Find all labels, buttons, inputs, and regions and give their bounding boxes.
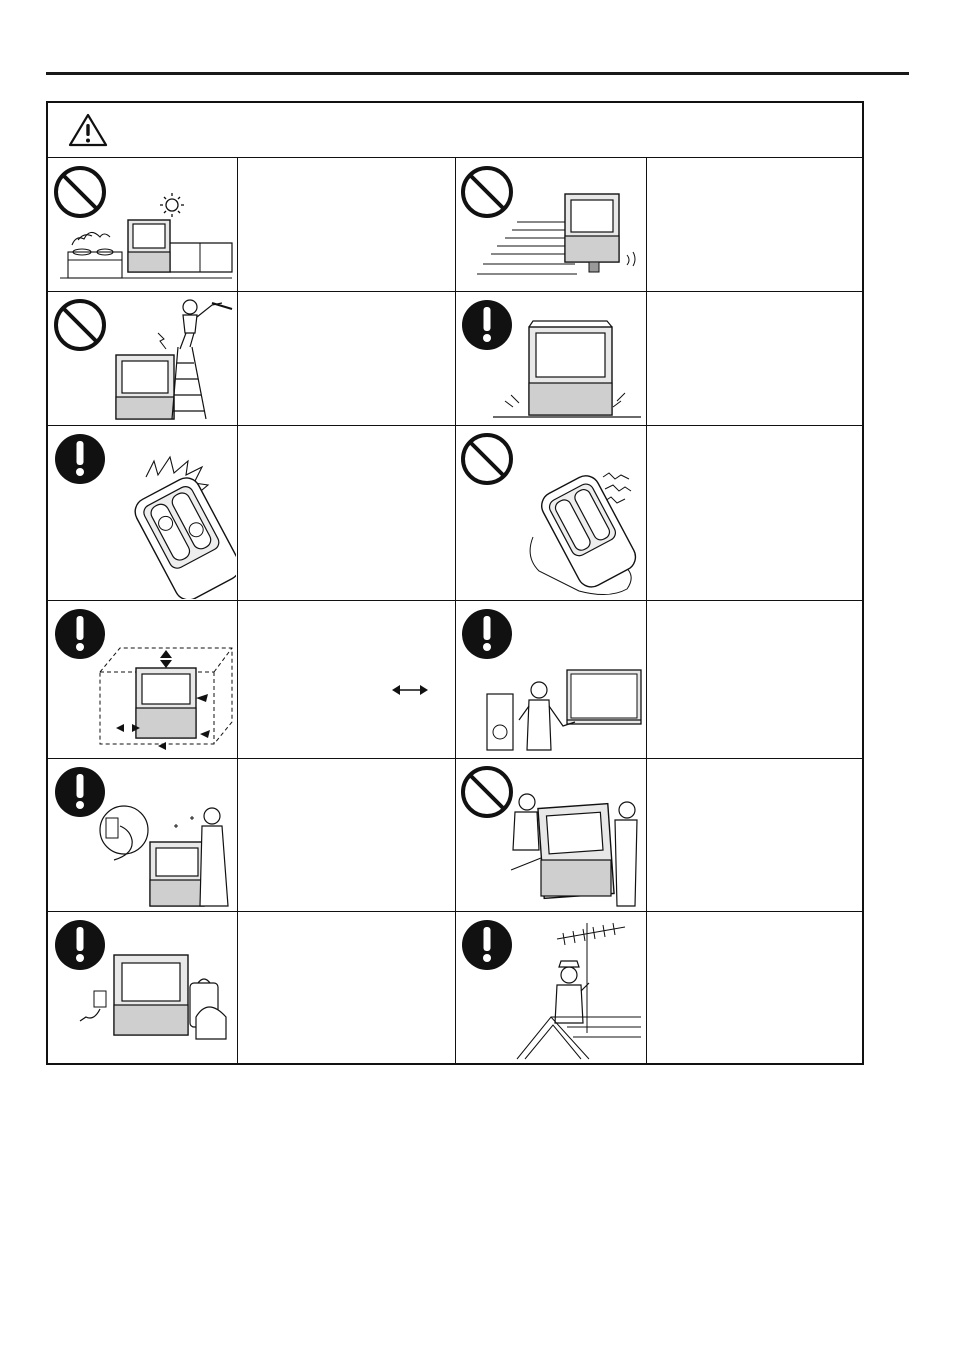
child-figure <box>180 300 232 349</box>
illustration-unplug-travel <box>50 913 236 1063</box>
mandatory-icon <box>55 434 105 484</box>
grid-line <box>48 425 862 426</box>
tv-icon <box>529 321 612 415</box>
tv-icon <box>565 194 619 272</box>
illustration-tv-near-stove <box>50 160 236 290</box>
caution-table <box>46 101 864 1065</box>
grid-line <box>48 291 862 292</box>
tv-icon <box>128 220 170 272</box>
illustration-carrying-tv <box>457 760 645 910</box>
illustration-tv-ventilation <box>50 602 236 756</box>
tv-icon <box>114 955 188 1035</box>
luggage-icon <box>190 979 226 1039</box>
prohibition-icon <box>463 435 511 483</box>
tv-icon <box>136 668 196 738</box>
prohibition-icon <box>56 301 104 349</box>
grid-line <box>237 158 238 1063</box>
mandatory-icon <box>55 920 105 970</box>
illustration-technician <box>457 602 645 756</box>
illustration-child-climbing <box>50 293 236 423</box>
grid-line <box>455 158 456 1063</box>
mandatory-icon <box>462 300 512 350</box>
illustration-antenna-roof <box>457 913 645 1063</box>
illustration-tv-unstable-stand <box>457 160 645 290</box>
grid-line <box>48 758 862 759</box>
remote-icon <box>537 471 641 592</box>
mandatory-icon <box>55 767 105 817</box>
tv-icon <box>538 804 614 899</box>
mandatory-icon <box>462 609 512 659</box>
double-arrow-icon <box>392 683 428 697</box>
illustration-remote-battery-hazard <box>457 427 645 599</box>
caution-header <box>48 103 862 158</box>
mandatory-icon <box>55 609 105 659</box>
prohibition-icon <box>56 168 104 216</box>
grid-line <box>48 600 862 601</box>
installer-figure <box>555 961 589 1023</box>
warning-triangle-icon <box>68 113 108 147</box>
prohibition-icon <box>463 768 511 816</box>
person-figure <box>200 808 228 906</box>
remote-icon <box>130 473 236 599</box>
tv-icon <box>116 355 174 419</box>
grid-line <box>646 158 647 1063</box>
prohibition-icon <box>463 168 511 216</box>
stove-icon <box>68 232 122 278</box>
illustration-tv-stable-floor <box>457 293 645 423</box>
tv-icon <box>150 842 204 906</box>
mandatory-icon <box>462 920 512 970</box>
top-rule <box>46 72 909 75</box>
ladder-icon <box>172 347 206 419</box>
grid-line <box>48 911 862 912</box>
sun-icon <box>160 193 184 217</box>
illustration-remote-battery <box>50 427 236 599</box>
illustration-unplug-cleaning <box>50 760 236 910</box>
